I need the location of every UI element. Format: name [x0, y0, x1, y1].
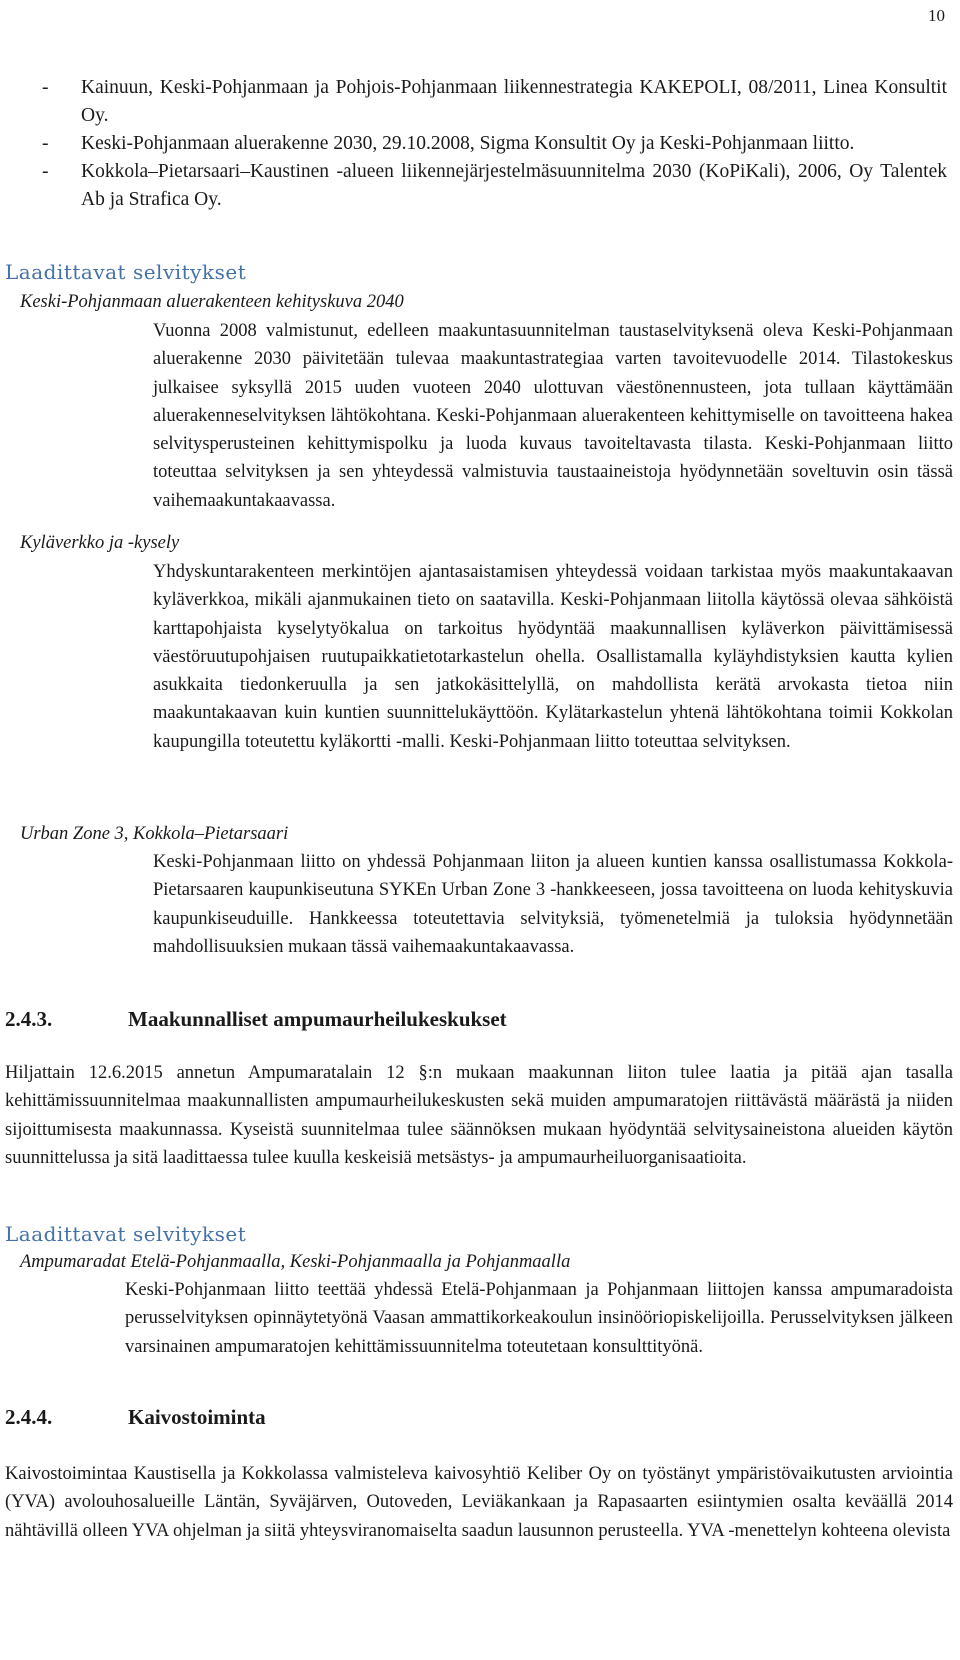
- item-title: Ampumaradat Etelä-Pohjanmaalla, Keski-Pohjanmaalla ja Pohjanmaalla: [20, 1252, 571, 1272]
- source-item: [42, 74, 947, 130]
- body-paragraph: Kaivostoimintaa Kaustisella ja Kokkolassa valmisteleva kaivosyhtiö Keliber Oy on työstänyt ympäristövaikutusten arviointia (YVA) avolouhosalueille Läntän, Syväjärven, Outoveden, Leviäkankaan ja Rapasaarten esiintymien osalta keväällä 2014 nähtävillä olleen YVA ohjelman ja siitä yhteysviranomaiselta saadun lausunnon perusteella. YVA -menettelyn kohteena olevista: [5, 1464, 953, 1541]
- section-title: Maakunnalliset ampumaurheilukeskukset: [128, 1007, 507, 1031]
- section-subheading: Laadittavat selvitykset: [5, 1222, 247, 1246]
- source-text: Kainuun, Keski-Pohjanmaan ja Pohjois-Pohjanmaan liikennestrategia KAKEPOLI, 08/2011, Linea Konsultit Oy.: [81, 77, 947, 126]
- source-item: [42, 158, 947, 214]
- section-heading: [5, 1405, 266, 1430]
- source-text: Keski-Pohjanmaan aluerakenne 2030, 29.10.2008, Sigma Konsultit Oy ja Keski-Pohjanmaan liitto.: [81, 133, 855, 154]
- bullet-dash: -: [42, 77, 49, 98]
- body-paragraph: Vuonna 2008 valmistunut, edelleen maakuntasuunnitelman taustaselvityksenä oleva Keski-Pohjanmaan aluerakenne 2030 päivitetään tulevaa maakuntastrategiaa varten tavoitevuodelle 2014. Tilastokeskus julkaisee syksyllä 2015 uuden vuoteen 2040 ulottuvan väestönennusteen, jota tullaan käyttämään aluerakenneselvityksen lähtökohtana. Keski-Pohjanmaan aluerakenteen kehittymiselle on tavoitteena hakea selvitysperusteinen kehittymispolku ja luoda kuvaus tavoiteltavasta tilasta. Keski-Pohjanmaan liitto toteuttaa selvityksen ja sen yhteydessä valmistuvia taustaaineistoja hyödynnetään soveltuvin osin tässä vaihemaakuntakaavassa.: [153, 321, 953, 511]
- item-title: Urban Zone 3, Kokkola–Pietarsaari: [20, 824, 289, 844]
- section-subheading: Laadittavat selvitykset: [5, 260, 247, 284]
- body-paragraph: Hiljattain 12.6.2015 annetun Ampumaratalain 12 §:n mukaan maakunnan liiton tulee laatia ja pitää ajan tasalla kehittämissuunnitelmaa maakunnallisten ampumaurheilukeskusten sekä muiden ampumaratojen riittävästä määrästä ja niiden sijoittumisesta maakunnassa. Kyseistä suunnitelmaa tulee säännöksen mukaan hyödyntää selvitysaineistona alueiden käytön suunnittelussa ja sitä laadittaessa tulee kuulla keskeisiä metsästys- ja ampumaurheiluorganisaatioita.: [5, 1063, 953, 1168]
- body-paragraph: Keski-Pohjanmaan liitto teettää yhdessä Etelä-Pohjanmaan ja Pohjanmaan liittojen kanssa ampumaradoista perusselvityksen opinnäytetyönä Vaasan ammattikorkeakoulun insinööriopiskelijoilla. Perusselvityksen jälkeen varsinainen ampumaratojen kehittämissuunnitelma toteutetaan konsulttityönä.: [125, 1280, 953, 1357]
- body-paragraph: Keski-Pohjanmaan liitto on yhdessä Pohjanmaan liiton ja alueen kuntien kanssa osallistumassa Kokkola-Pietarsaaren kaupunkiseutuna SYKEn Urban Zone 3 -hankkeeseen, jossa tavoitteena on luoda kehityskuvia kaupunkiseuduille. Hankkeessa toteutettavia selvityksiä, työmenetelmiä ja tuloksia hyödynnetään mahdollisuuksien mukaan tässä vaihemaakuntakaavassa.: [153, 852, 953, 957]
- section-heading: [5, 1007, 507, 1032]
- page-number: 10: [928, 6, 945, 25]
- source-text: Kokkola–Pietarsaari–Kaustinen -alueen liikennejärjestelmäsuunnitelma 2030 (KoPiKali), 2006, Oy Talentek Ab ja Strafica Oy.: [81, 161, 947, 210]
- body-paragraph: Yhdyskuntarakenteen merkintöjen ajantasaistamisen yhteydessä voidaan tarkistaa myös maakuntakaavan kyläverkkoa, mikäli ajanmukainen tieto on saatavilla. Keski-Pohjanmaan liitolla käytössä olevaa sähköistä karttapohjaista kyselytyökalua on tarkoitus hyödyntää maakunnallisen kyläverkon päivittämisessä väestöruutupohjaisen ruutupaikkatietotarkastelun ohella. Osallistamalla kyläyhdistyksien kautta kylien asukkaita tiedonkeruulla ja sen jatkokäsittelyllä, on mahdollista kerätä arvokasta tietoa niin maakuntakaavan kuin kuntien suunnittelukäyttöön. Kylätarkastelun yhtenä lähtökohtana toimii Kokkolan kaupungilla toteutettu kyläkortti -malli. Keski-Pohjanmaan liitto toteuttaa selvityksen.: [153, 562, 953, 752]
- item-title: Kyläverkko ja -kysely: [20, 533, 180, 553]
- source-list: [42, 74, 947, 214]
- section-title: Kaivostoiminta: [128, 1405, 266, 1429]
- section-number: 2.4.4.: [5, 1405, 53, 1429]
- bullet-dash: -: [42, 161, 49, 182]
- source-item: [42, 130, 947, 158]
- bullet-dash: -: [42, 133, 49, 154]
- item-title: Keski-Pohjanmaan aluerakenteen kehityskuva 2040: [20, 292, 404, 312]
- section-number: 2.4.3.: [5, 1007, 53, 1031]
